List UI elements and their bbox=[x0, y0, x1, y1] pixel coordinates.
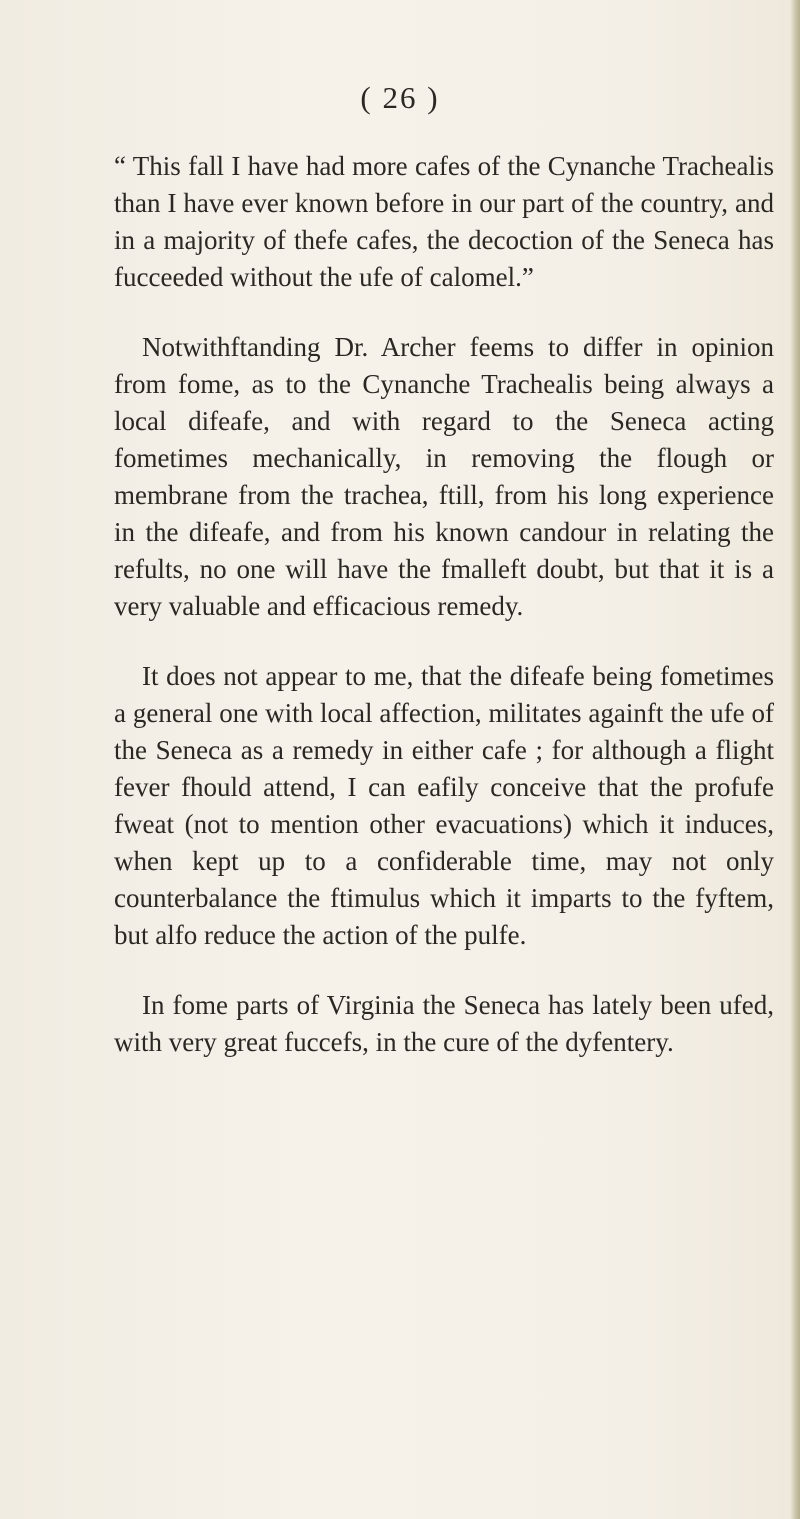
page-text bbox=[114, 148, 774, 1061]
paragraph-disease: It does not appear to me, that the difeafe being fometimes a general one with local affection, militates againft the ufe of the Seneca as a remedy in either cafe ; for although a flight fever fhould attend, I can eafily conceive that the profufe fweat (not to mention other evacuations) which it induces, when kept up to a confiderable time, may not only counterbalance the ftimulus which it imparts to the fyftem, but alfo reduce the action of the pulfe. bbox=[114, 661, 774, 950]
paragraph-quote: “ This fall I have had more cafes of the Cynanche Trachealis than I have ever known before in our part of the country, and in a majority of thefe cafes, the decoction of the Seneca has fucceeded without the ufe of calomel.” bbox=[114, 151, 774, 292]
page-edge bbox=[790, 0, 800, 1519]
page-number: ( 26 ) bbox=[360, 80, 440, 115]
paragraph-virginia: In fome parts of Virginia the Seneca has lately been ufed, with very great fuccefs, in the cure of the dyfentery. bbox=[114, 990, 774, 1057]
paragraph-archer: Notwithftanding Dr. Archer feems to differ in opinion from fome, as to the Cynanche Trachealis being always a local difeafe, and with regard to the Seneca acting fometimes mechanically, in removing the flough or membrane from the trachea, ftill, from his long experience in the difeafe, and from his known candour in relating the refults, no one will have the fmalleft doubt, but that it is a very valuable and efficacious remedy. bbox=[114, 332, 774, 621]
